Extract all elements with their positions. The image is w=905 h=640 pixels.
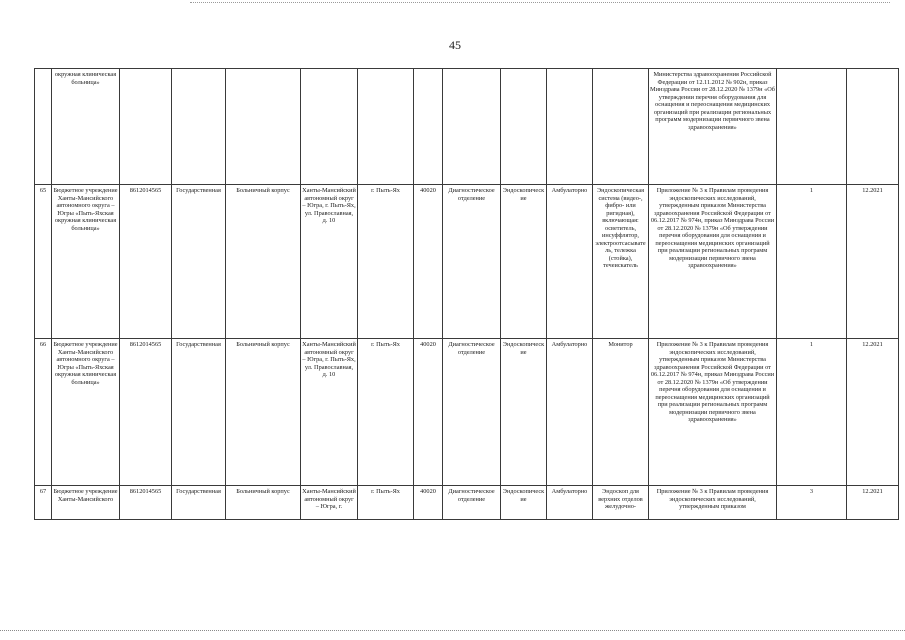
- cell-code: 40020: [414, 339, 443, 486]
- cell-basis: Приложение № 3 к Правилам проведения эндоскопических исследований, утвержденным приказом Министерства здравоохранения Российской Федерации от 06.12.2017 № 974н, приказ Минздрава России от 28.12.2020 № 1379н «Об утверждении перечня оборудования для оснащения и переоснащения медицинских организаций при реализации региональных программ модернизации первичного звена здравоохранения»: [649, 339, 777, 486]
- cell-profile: Эндоскопические: [501, 339, 547, 486]
- cell-code: 40020: [414, 185, 443, 339]
- cell-num: [35, 69, 52, 185]
- cell-care: Амбулаторно: [547, 486, 593, 520]
- cell-ownership: Государственная: [172, 185, 226, 339]
- cell-organization: окружная клиническая больница»: [52, 69, 120, 185]
- cell-date: 12.2021: [847, 339, 899, 486]
- cell-basis: Приложение № 3 к Правилам проведения эндоскопических исследований, утвержденным приказом Министерства здравоохранения Российской Федерации от 06.12.2017 № 974н, приказ Минздрава России от 28.12.2020 № 1379н «Об утверждении перечня оборудования для оснащения и переоснащения медицинских организаций при реализации региональных программ модернизации первичного звена здравоохранения»: [649, 185, 777, 339]
- cell-quantity: 1: [777, 339, 847, 486]
- cell-inn: 8612014565: [120, 185, 172, 339]
- cell-code: [414, 69, 443, 185]
- cell-equipment: Монитор: [593, 339, 649, 486]
- cell-care: [547, 69, 593, 185]
- cell-basis: Приложение № 3 к Правилам проведения эндоскопических исследований, утвержденным приказом: [649, 486, 777, 520]
- cell-equipment: Эндоскопическая система (видео-, фибро- или ригидная), включающая: осветитель, инсуффлятор, электроотсасыватель, тележка (стойка), течеискатель: [593, 185, 649, 339]
- cell-building: Больничный корпус: [226, 185, 301, 339]
- cell-department: Диагностическое отделение: [443, 339, 501, 486]
- cell-code: 40020: [414, 486, 443, 520]
- table-row: [35, 486, 899, 520]
- cell-ownership: Государственная: [172, 486, 226, 520]
- scan-edge-top: [190, 2, 890, 3]
- cell-date: 12.2021: [847, 185, 899, 339]
- cell-date: 12.2021: [847, 486, 899, 520]
- cell-city: [358, 69, 414, 185]
- cell-profile: Эндоскопические: [501, 185, 547, 339]
- cell-date: [847, 69, 899, 185]
- cell-quantity: 3: [777, 486, 847, 520]
- cell-care: Амбулаторно: [547, 339, 593, 486]
- cell-inn: 8612014565: [120, 339, 172, 486]
- cell-address: Ханты-Мансийский автономный округ – Югра, г. Пыть-Ях, ул. Православная, д. 10: [301, 339, 358, 486]
- cell-num: 67: [35, 486, 52, 520]
- cell-quantity: [777, 69, 847, 185]
- cell-building: [226, 69, 301, 185]
- cell-quantity: 1: [777, 185, 847, 339]
- equipment-table: [34, 68, 899, 520]
- scan-edge-bottom: [0, 630, 905, 631]
- cell-department: [443, 69, 501, 185]
- cell-address: Ханты-Мансийский автономный округ – Югра, г. Пыть-Ях, ул. Православная, д. 10: [301, 185, 358, 339]
- cell-department: Диагностическое отделение: [443, 486, 501, 520]
- cell-inn: [120, 69, 172, 185]
- cell-profile: Эндоскопические: [501, 486, 547, 520]
- cell-city: г. Пыть-Ях: [358, 486, 414, 520]
- cell-care: Амбулаторно: [547, 185, 593, 339]
- cell-city: г. Пыть-Ях: [358, 339, 414, 486]
- cell-ownership: Государственная: [172, 339, 226, 486]
- cell-address: Ханты-Мансийский автономный округ – Югра, г.: [301, 486, 358, 520]
- cell-profile: [501, 69, 547, 185]
- cell-organization: Бюджетное учреждение Ханты-Мансийского автономного округа – Югры «Пыть-Яхская окружная клиническая больница»: [52, 339, 120, 486]
- cell-organization: Бюджетное учреждение Ханты-Мансийского автономного округа – Югры «Пыть-Яхская окружная клиническая больница»: [52, 185, 120, 339]
- cell-equipment: Эндоскоп для верхних отделов желудочно-: [593, 486, 649, 520]
- cell-ownership: [172, 69, 226, 185]
- table-row-continued: [35, 69, 899, 185]
- cell-building: Больничный корпус: [226, 339, 301, 486]
- cell-city: г. Пыть-Ях: [358, 185, 414, 339]
- page-number: 45: [449, 38, 461, 52]
- cell-department: Диагностическое отделение: [443, 185, 501, 339]
- cell-basis: Министерства здравоохранения Российской Федерации от 12.11.2012 № 902н, приказ Минздрава России от 28.12.2020 № 1379н «Об утверждении перечня оборудования для оснащения и переоснащения медицинских организаций при реализации региональных программ модернизации первичного звена здравоохранения»: [649, 69, 777, 185]
- cell-num: 65: [35, 185, 52, 339]
- cell-address: [301, 69, 358, 185]
- cell-inn: 8612014565: [120, 486, 172, 520]
- cell-building: Больничный корпус: [226, 486, 301, 520]
- cell-organization: Бюджетное учреждение Ханты-Мансийского: [52, 486, 120, 520]
- table-row: [35, 185, 899, 339]
- cell-equipment: [593, 69, 649, 185]
- cell-num: 66: [35, 339, 52, 486]
- table-row: [35, 339, 899, 486]
